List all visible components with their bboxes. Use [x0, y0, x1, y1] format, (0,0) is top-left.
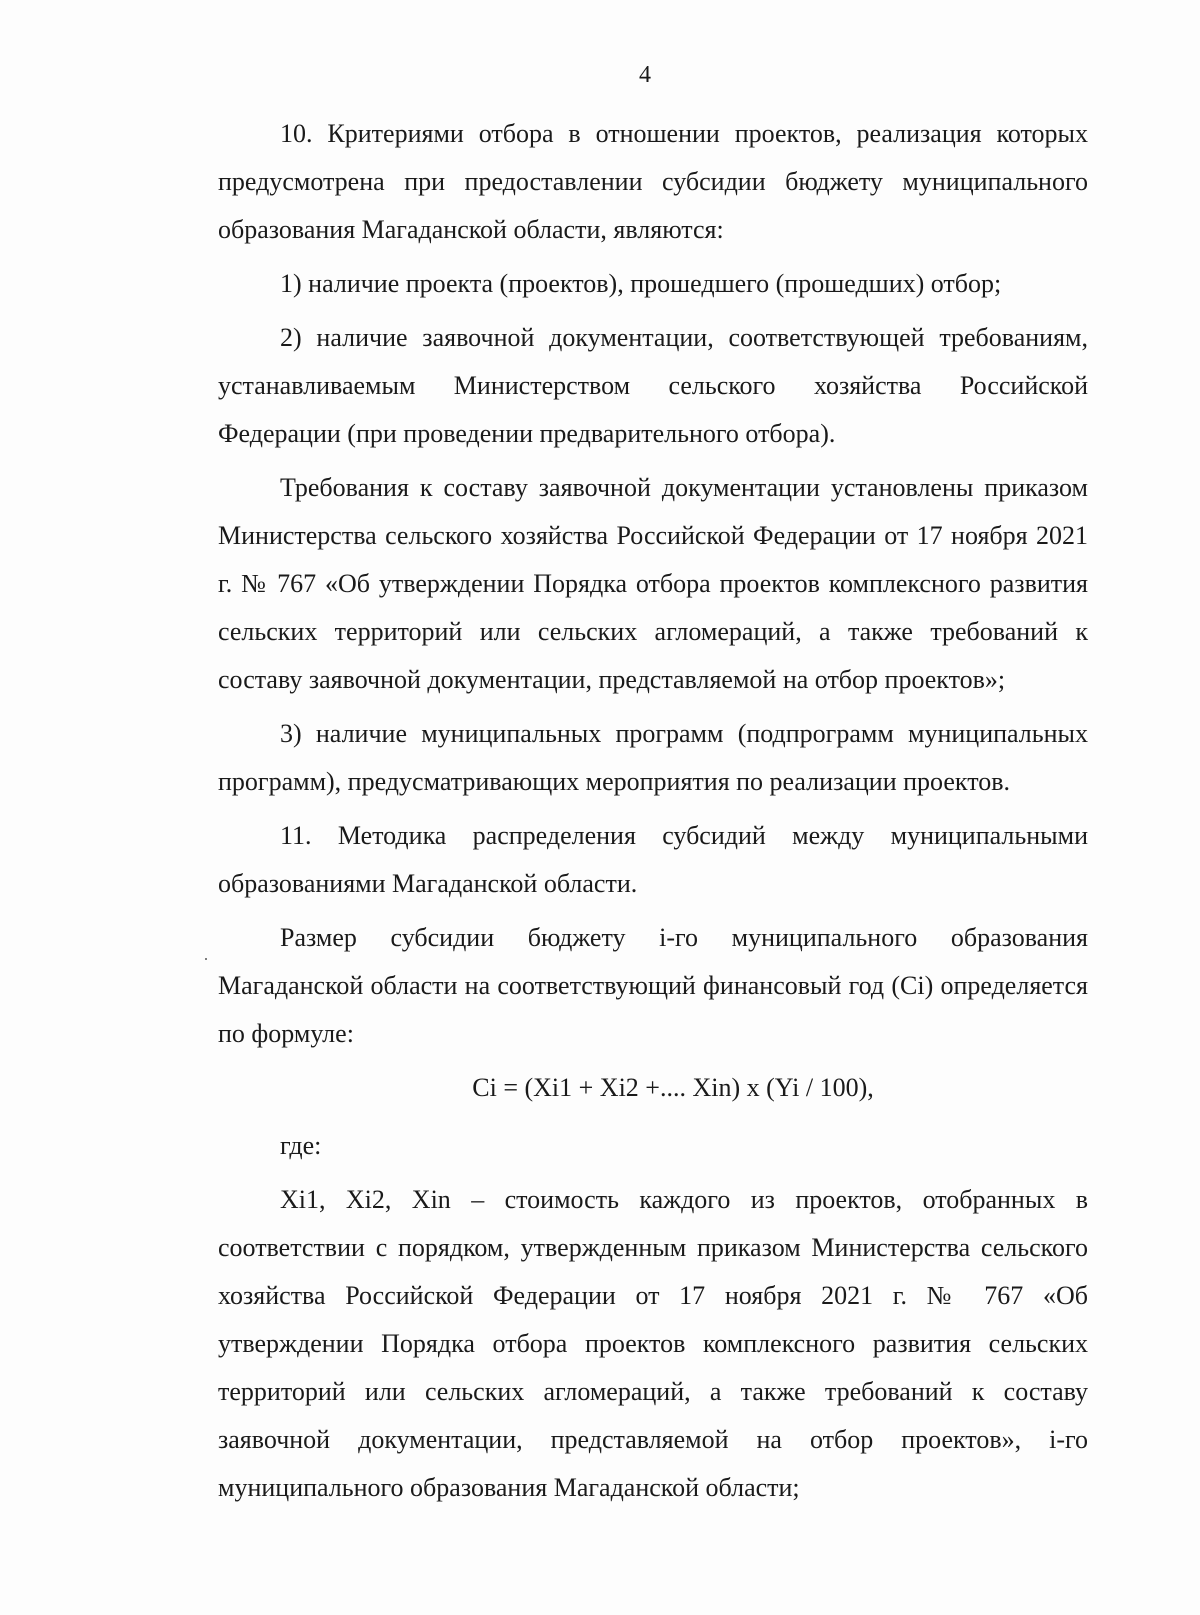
paragraph-requirements: Требования к составу заявочной документации установлены приказом Министерства сельского хозяйства Российской Федерации от 17 ноября 2021 г. № 767 «Об утверждении Порядка отбора проектов комплексного развития сельских территорий или сельских агломераций, а также требований к составу заявочной документации, представляемой на отбор проектов»; — [218, 473, 1088, 694]
subsidy-formula: Ci = (Xi1 + Xi2 +.... Xin) x (Yi / 100), — [472, 1073, 874, 1102]
paragraph-criterion-3: 3) наличие муниципальных программ (подпрограмм муниципальных программ), предусматривающих мероприятия по реализации проектов. — [218, 719, 1088, 796]
paragraph-subsidy-size: Размер субсидии бюджету i-го муниципального образования Магаданской области на соответствующий финансовый год (Ci) определяется по формуле: — [218, 923, 1088, 1048]
paragraph-formula-definitions: Xi1, Xi2, Xin – стоимость каждого из проектов, отобранных в соответствии с порядком, утвержденным приказом Министерства сельского хозяйства Российской Федерации от 17 ноября 2021 г. № 767 «Об утверждении Порядка отбора проектов комплексного развития сельских территорий или сельских агломераций, а также требований к составу заявочной документации, представляемой на отбор проектов», i-го муниципального образования Магаданской области; — [218, 1185, 1088, 1502]
margin-mark — [205, 958, 207, 960]
paragraph-criterion-2: 2) наличие заявочной документации, соответствующей требованиям, устанавливаемым Министерством сельского хозяйства Российской Федерации (при проведении предварительного отбора). — [218, 323, 1088, 448]
formula-where-label: где: — [280, 1131, 322, 1160]
page-number: 4 — [639, 62, 651, 88]
paragraph-criteria-intro: 10. Критериями отбора в отношении проектов, реализация которых предусмотрена при предоставлении субсидии бюджету муниципального образования Магаданской области, являются: — [218, 119, 1088, 244]
document-body — [218, 110, 1088, 1512]
paragraph-criterion-1: 1) наличие проекта (проектов), прошедшего (прошедших) отбор; — [280, 269, 1002, 298]
paragraph-methodology: 11. Методика распределения субсидий между муниципальными образованиями Магаданской области. — [218, 821, 1088, 898]
